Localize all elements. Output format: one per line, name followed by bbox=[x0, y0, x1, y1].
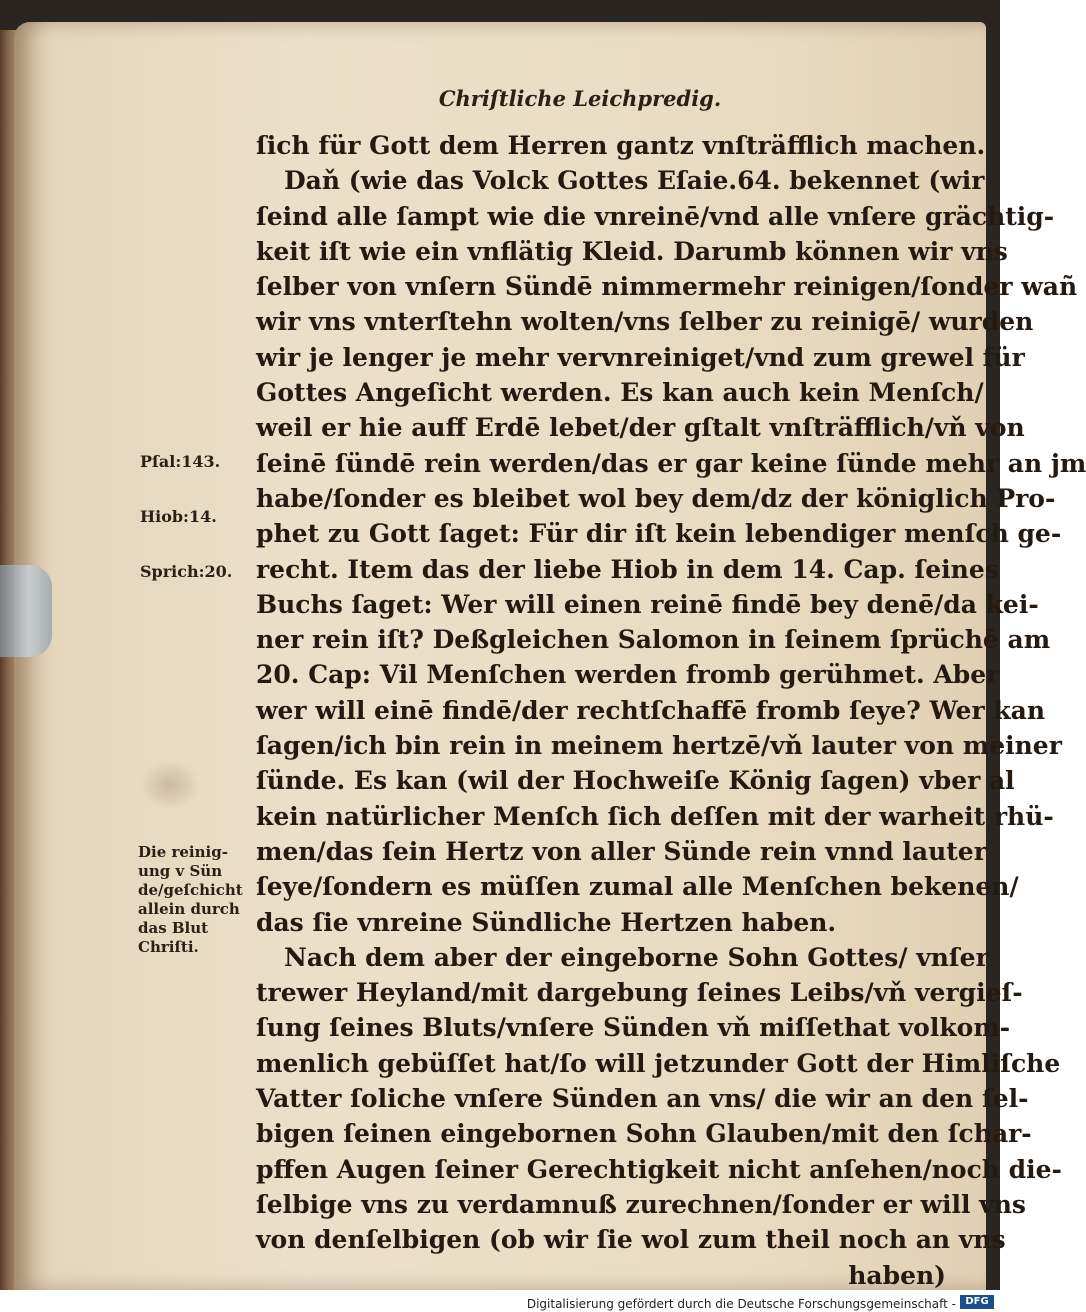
text-line: ſeind alle ſampt wie die vnreinē/vnd alle vnſere grächtig- bbox=[256, 201, 1055, 231]
text-line: weil er hie auff Erdē lebet/der gſtalt vnſträfflich/vň von bbox=[256, 413, 1025, 443]
text-line: wir je lenger je mehr vervnreiniget/vnd zum grewel für bbox=[256, 342, 1025, 372]
margin-note-psal: Pſal:143. bbox=[140, 452, 221, 471]
margin-note-line: Chriſti. bbox=[138, 938, 199, 956]
text-line: Vatter ſoliche vnſere Sünden an vns/ die wir an den ſel- bbox=[256, 1084, 1029, 1114]
margin-note-line: allein durch bbox=[138, 900, 240, 918]
body-text bbox=[256, 128, 1086, 1293]
catchword: haben) bbox=[848, 1260, 946, 1290]
text-line: ſünde. Es kan (wil der Hochweiſe König ſagen) vber al bbox=[256, 766, 1015, 796]
text-line: ſeinē ſündē rein werden/das er gar keine ſünde mehr an jm bbox=[256, 448, 1086, 478]
text-line: habe/ſonder es bleibet wol bey dem/dz der königlich Pro- bbox=[256, 483, 1056, 513]
margin-note-sprich: Sprich:20. bbox=[140, 562, 233, 581]
margin-note-line: Die reinig- bbox=[138, 843, 228, 861]
text-line: ſung ſeines Bluts/vnſere Sünden vň miſſethat volkom- bbox=[256, 1013, 1011, 1043]
text-line: ſelber von vnſern Sündē nimmermehr reinigen/ſonder wañ bbox=[256, 272, 1078, 302]
text-line: ſeye/ſondern es müſſen zumal alle Menſchen bekenen/ bbox=[256, 872, 1019, 902]
text-line: ſich für Gott dem Herren gantz vnſträfflich machen. bbox=[256, 131, 986, 160]
text-line: pffen Augen ſeiner Gerechtigkeit nicht anſehen/noch die- bbox=[256, 1154, 1062, 1184]
margin-note-line: ung v Sün bbox=[138, 862, 223, 880]
text-line: von denſelbigen (ob wir ſie wol zum theil noch an vns bbox=[256, 1225, 1006, 1255]
dfg-logo: DFG bbox=[960, 1295, 994, 1309]
text-line: wer will einē findē/der rechtſchaffē fromb ſeye? Wer kan bbox=[256, 695, 1046, 725]
running-header: Chriſtliche Leichpredig. bbox=[438, 86, 722, 111]
page-stain bbox=[140, 760, 200, 810]
text-line: das ſie vnreine Sündliche Hertzen haben. bbox=[256, 907, 837, 937]
margin-note-line: das Blut bbox=[138, 919, 209, 937]
text-line: Gottes Angeſicht werden. Es kan auch kein Menſch/ bbox=[256, 378, 984, 408]
text-line: ner rein iſt? Deßgleichen Salomon in ſeinem ſprüchē am bbox=[256, 625, 1051, 655]
text-line: 20. Cap: Vil Menſchen werden fromb gerühmet. Aber bbox=[256, 660, 1000, 690]
text-line: phet zu Gott ſaget: Für dir iſt kein lebendiger menſch ge- bbox=[256, 519, 1062, 549]
page-clip bbox=[0, 565, 52, 657]
text-line: Buchs ſaget: Wer will einen reinē findē bey denē/da kei- bbox=[256, 589, 1039, 619]
text-line: bigen ſeinen eingebornen Sohn Glauben/mit den ſchar- bbox=[256, 1119, 1032, 1149]
text-line: recht. Item das der liebe Hiob in dem 14. Cap. ſeines bbox=[256, 554, 999, 584]
text-line: trewer Heyland/mit dargebung ſeines Leibs/vň vergieſ- bbox=[256, 978, 1023, 1008]
text-line: Nach dem aber der eingeborne Sohn Gottes/ vnſer bbox=[284, 942, 989, 972]
text-line: men/das ſein Hertz von aller Sünde rein vnnd lauter bbox=[256, 836, 987, 866]
text-line: ſagen/ich bin rein in meinem hertzē/vň lauter von meiner bbox=[256, 731, 1062, 761]
text-line: menlich gebüſſet hat/ſo will jetzunder Gott der Himliſche bbox=[256, 1048, 1061, 1078]
margin-note-block bbox=[138, 843, 250, 957]
text-line: keit iſt wie ein vnflätig Kleid. Darumb können wir vns bbox=[256, 236, 1008, 266]
text-line: ſelbige vns zu verdamnuß zurechnen/ſonder er will vns bbox=[256, 1189, 1026, 1219]
text-line: Daň (wie das Volck Gottes Eſaie.64. bekennet (wir bbox=[284, 166, 985, 196]
text-line: wir vns vnterſtehn wolten/vns ſelber zu reinigē/ wurden bbox=[256, 307, 1034, 337]
footer-credit: Digitalisierung gefördert durch die Deutsche Forschungsgemeinschaft - bbox=[526, 1297, 956, 1311]
margin-note-line: de/geſchicht bbox=[138, 881, 243, 899]
text-line: kein natürlicher Menſch ſich deſſen mit der warheit rhü- bbox=[256, 801, 1054, 831]
margin-note-hiob: Hiob:14. bbox=[140, 507, 217, 526]
